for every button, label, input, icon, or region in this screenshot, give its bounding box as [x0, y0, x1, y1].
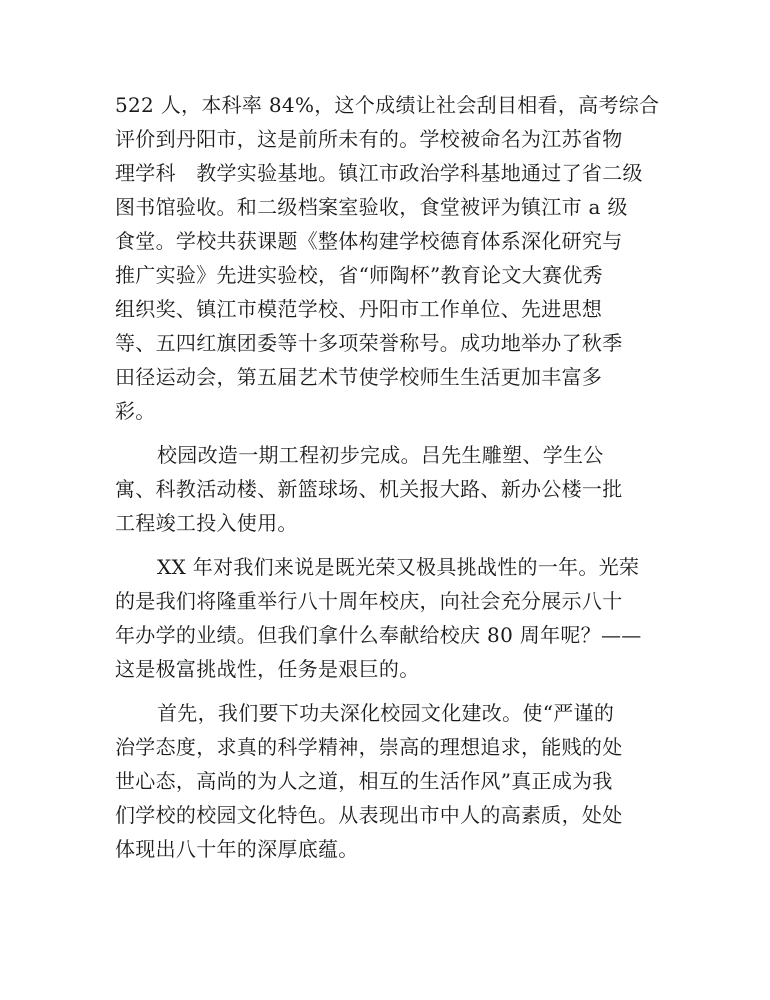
paragraph-first-line: 首先，我们要下功夫深化校园文化建改。使“严谨的: [157, 701, 615, 725]
text-line: 世心态，高尚的为人之道，相互的生活作风”真正成为我: [115, 769, 613, 793]
text-line: 们学校的校园文化特色。从表现出市中人的高素质，处处: [115, 803, 623, 827]
text-line: 图书馆验收。和二级档案室验收，食堂被评为镇江市 a 级: [115, 195, 628, 219]
text-line: 治学态度，求真的科学精神，崇高的理想追求，能贱的处: [115, 735, 623, 759]
text-line: 的是我们将隆重举行八十周年校庆，向社会充分展示八十: [115, 589, 623, 613]
text-line: 推广实验》先进实验校，省“师陶杯”教育论文大赛优秀: [115, 263, 603, 287]
text-line: 体现出八十年的深厚底蕴。: [115, 837, 359, 861]
paragraph-first-line: 校园改造一期工程初步完成。吕先生雕塑、学生公: [157, 443, 604, 467]
text-line: 年办学的业绩。但我们拿什么奉献给校庆 80 周年呢？——: [115, 623, 642, 647]
text-line: 寓、科教活动楼、新篮球场、机关报大路、新办公楼一批: [115, 477, 623, 501]
text-line: 工程竣工投入使用。: [115, 511, 298, 535]
text-line: 食堂。学校共获课题《整体构建学校德育体系深化研究与: [115, 229, 623, 253]
text-line: 田径运动会，第五届艺术节使学校师生生活更加丰富多: [115, 365, 603, 389]
paragraph-first-line: XX 年对我们来说是既光荣又极具挑战性的一年。光荣: [157, 555, 640, 579]
text-line: 等、五四红旗团委等十多项荣誉称号。成功地举办了秋季: [115, 331, 623, 355]
text-line: 这是极富挑战性，任务是艰巨的。: [115, 657, 420, 681]
text-line: 组织奖、镇江市模范学校、丹阳市工作单位、先进思想: [115, 297, 603, 321]
text-line: 评价到丹阳市，这是前所未有的。学校被命名为江苏省物: [115, 127, 623, 151]
text-line: 彩。: [115, 399, 156, 423]
text-line: 理学科 教学实验基地。镇江市政治学科基地通过了省二级: [115, 161, 643, 185]
text-line: 522 人，本科率 84%，这个成绩让社会刮目相看，高考综合: [115, 93, 660, 117]
